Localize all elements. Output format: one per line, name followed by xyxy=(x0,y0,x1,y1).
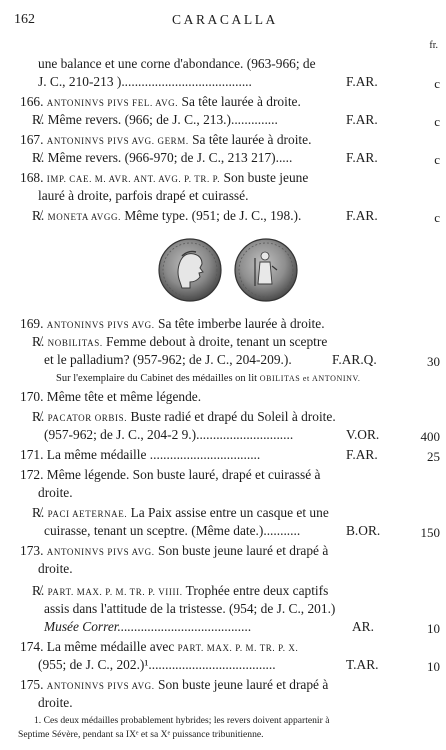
footnote-line: 1. Ces deux médailles probablement hybrides; les revers doivent appartenir à xyxy=(34,715,330,726)
entry-value: 150 xyxy=(420,525,440,540)
entry-number: 170. Même tête et même légende. xyxy=(20,389,202,404)
entry-text: et le palladium? (957-962; de J. C., 204-209.). xyxy=(44,352,292,367)
entry-number: 173. ANTONINVS PIVS AVG. Son buste jeune lauré et drapé à xyxy=(20,543,329,558)
entry-value: 10 xyxy=(427,621,440,636)
entry-value: c xyxy=(434,210,440,225)
entry-number: 175. ANTONINVS PIVS AVG. Son buste jeune lauré et drapé à xyxy=(20,677,329,692)
entry-rarity: T.AR. xyxy=(346,657,379,672)
entry-value: c xyxy=(434,76,440,91)
entry-text: droite. xyxy=(38,485,73,500)
reverse-line: R̸. Même revers. (966; de J. C., 213.).............. xyxy=(32,112,278,127)
entry-value: 400 xyxy=(420,429,440,444)
entry-value: c xyxy=(434,114,440,129)
entry-number: 172. Même légende. Son buste lauré, drapé et cuirassé à xyxy=(20,467,321,482)
entry-text: (957-962; de J. C., 204-2 9.)............................. xyxy=(44,427,294,442)
entry-rarity: AR. xyxy=(352,619,374,634)
entry-text: cuirasse, tenant un sceptre. (Même date.)........... xyxy=(44,523,301,538)
entry-rarity: V.OR. xyxy=(346,427,380,442)
entry-rarity: F.AR.Q. xyxy=(332,352,377,367)
coin-obverse-image xyxy=(156,236,224,304)
entry-number: 168. IMP. CAE. M. AVR. ANT. AVG. P. TR. P. Son buste jeune xyxy=(20,170,309,185)
entry-value: 10 xyxy=(427,659,440,674)
reverse-line: R̸. Même revers. (966-970; de J. C., 213 217)..... xyxy=(32,150,293,165)
page-title: CARACALLA xyxy=(172,12,278,27)
entry-rarity: F.AR. xyxy=(346,74,378,89)
entry-text: une balance et une corne d'abondance. (963-966; de xyxy=(38,56,316,71)
entry-text: Musée Correr........................................ xyxy=(44,619,252,634)
reverse-line: R̸. PACI AETERNAE. La Paix assise entre un casque et une xyxy=(32,505,329,520)
entry-text: assis dans l'attitude de la tristesse. (954; de J. C., 201.) xyxy=(44,601,336,616)
entry-value: 25 xyxy=(427,449,440,464)
entry-text: droite. xyxy=(38,561,73,576)
catalogue-note: Sur l'exemplaire du Cabinet des médailles on lit OBILITAS et ANTONINV. xyxy=(56,373,361,384)
entry-rarity: F.AR. xyxy=(346,447,378,462)
entry-value: c xyxy=(434,152,440,167)
entry-number: 166. ANTONINVS PIVS FEL. AVG. Sa tête laurée à droite. xyxy=(20,94,301,109)
entry-rarity: F.AR. xyxy=(346,150,378,165)
footnote-line: Septime Sévère, pendant sa IXᵉ et sa Xᵉ puissance tribunitienne. xyxy=(18,729,264,740)
entry-number: 171. La même médaille ................................. xyxy=(20,447,261,462)
entry-rarity: F.AR. xyxy=(346,208,378,223)
column-label: fr. xyxy=(429,40,438,51)
coin-reverse-image xyxy=(232,236,300,304)
entry-text: (955; de J. C., 202.)¹...................................... xyxy=(38,657,276,672)
entry-rarity: F.AR. xyxy=(346,112,378,127)
entry-number: 174. La même médaille avec PART. MAX. P. M. TR. P. X. xyxy=(20,639,299,654)
reverse-line: R̸. NOBILITAS. Femme debout à droite, tenant un sceptre xyxy=(32,334,328,349)
reverse-line: R̸. PACATOR ORBIS. Buste radié et drapé du Soleil à droite. xyxy=(32,409,336,424)
entry-value: 30 xyxy=(427,354,440,369)
entry-text: droite. xyxy=(38,695,73,710)
reverse-line: R̸. MONETA AVGG. Même type. (951; de J. C., 198.). xyxy=(32,208,302,223)
entry-rarity: B.OR. xyxy=(346,523,381,538)
page-number: 162 xyxy=(14,12,35,27)
entry-number: 169. ANTONINVS PIVS AVG. Sa tête imberbe laurée à droite. xyxy=(20,316,325,331)
entry-text: lauré à droite, parfois drapé et cuirassé. xyxy=(38,188,249,203)
entry-number: 167. ANTONINVS PIVS AVG. GERM. Sa tête laurée à droite. xyxy=(20,132,312,147)
reverse-line: R̸. PART. MAX. P. M. TR. P. VIIII. Trophée entre deux captifs xyxy=(32,583,329,598)
entry-text: J. C., 210-213 )....................................... xyxy=(38,74,252,89)
